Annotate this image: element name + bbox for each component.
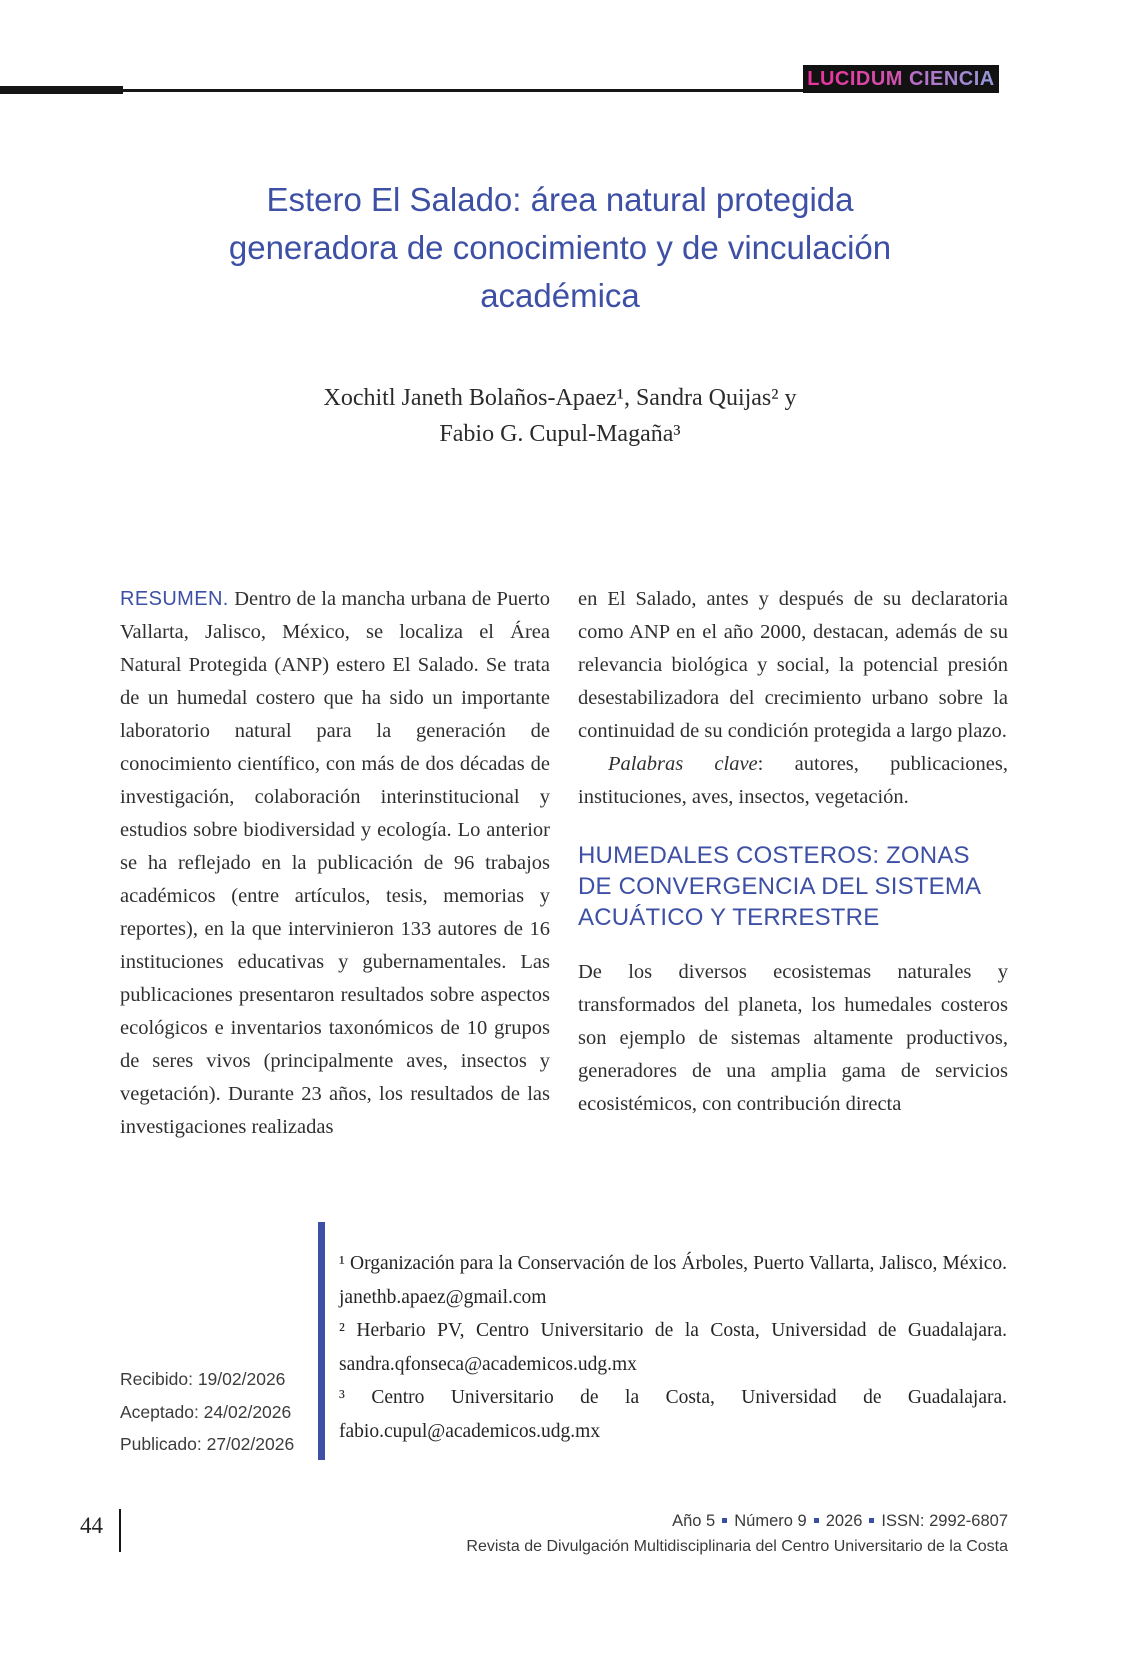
abstract-text-left: Dentro de la mancha urbana de Puerto Vallarta, Jalisco, México, se localiza el Área Natural Protegida (ANP) estero El Salado. Se trata de un humedal costero que ha sido un importante laboratorio natural para la generación de conocimiento científico, con más de dos décadas de investigación, colaboración interinstitucional y estudios sobre biodiversidad y ecología. Lo anterior se ha reflejado en la publicación de 96 trabajos académicos (entre artículos, tesis, memorias y reportes), en la que intervinieron 133 autores de 16 instituciones educativas y gubernamentales. Las publicaciones presentaron resultados sobre aspectos ecológicos e inventarios taxonómicos de 10 grupos de seres vivos (principalmente aves, insectos y vegetación). Durante 23 años, los resultados de las investigaciones realizadas — [120, 588, 551, 1138]
footnote-1-text: Organización para la Conservación de los Árboles, Puerto Vallarta, Jalisco, México. janethb.apaez@gmail.com — [339, 1253, 1007, 1308]
footnote-divider-bar — [318, 1222, 325, 1460]
journal-logo-text — [807, 68, 995, 91]
date-received: Recibido: 19/02/2026 — [120, 1369, 286, 1389]
author-line-2: Fabio G. Cupul-Magaña³ — [439, 421, 681, 447]
footnote-1-marker: ¹ — [339, 1253, 345, 1274]
keywords-text: : autores, publicaciones, instituciones, aves, insectos, vegetación. — [578, 753, 1008, 808]
footnotes-block — [339, 1247, 1007, 1448]
article-title-line-1: Estero El Salado: área natural protegida — [266, 181, 854, 218]
issue-date: 2026 — [825, 1512, 863, 1530]
page-number: 44 — [80, 1513, 103, 1538]
article-title-line-2: generadora de conocimiento y de vinculación — [228, 229, 892, 266]
issue-info-line — [466, 1508, 1008, 1534]
footnote-3-text: Centro Universitario de la Costa, Universidad de Guadalajara. fabio.cupul@academicos.udg.mx — [339, 1387, 1007, 1442]
author-line-1: Xochitl Janeth Bolaños-Apaez¹, Sandra Quijas² y — [323, 385, 797, 411]
footer-info — [466, 1508, 1008, 1560]
section-heading-line-3: ACUÁTICO Y TERRESTRE — [578, 904, 880, 931]
article-title-line-3: académica — [480, 277, 640, 314]
footnote-2 — [339, 1314, 1007, 1381]
square-bullet-icon — [814, 1518, 819, 1523]
issue-issn: ISSN: 2992-6807 — [881, 1512, 1008, 1530]
footnote-1 — [339, 1247, 1007, 1314]
issue-year: Año 5 — [672, 1512, 716, 1530]
section-heading — [578, 840, 1008, 933]
top-rule-thick — [0, 86, 123, 94]
submission-dates — [120, 1363, 294, 1461]
article-title — [110, 176, 1010, 320]
footnote-3 — [339, 1381, 1007, 1448]
section-heading-line-1: HUMEDALES COSTEROS: ZONAS — [578, 842, 970, 869]
author-list — [110, 380, 1010, 452]
date-published: Publicado: 27/02/2026 — [120, 1434, 295, 1454]
abstract-column-right — [578, 583, 1008, 1121]
journal-name-line: Revista de Divulgación Multidisciplinaria del Centro Universitario de la Costa — [466, 1538, 1008, 1555]
journal-logo — [803, 65, 999, 93]
keywords-line — [578, 748, 1008, 814]
logo-word-lucidum: LUCIDUM — [807, 67, 903, 90]
date-accepted: Aceptado: 24/02/2026 — [120, 1401, 292, 1422]
section-heading-line-2: DE CONVERGENCIA DEL SISTEMA — [578, 873, 982, 900]
abstract-label: RESUMEN. — [120, 588, 229, 610]
keywords-label: Palabras clave — [608, 753, 758, 775]
section-body-text: De los diversos ecosistemas naturales y transformados del planeta, los humedales costeros son ejemplo de sistemas altamente productivos, generadores de una amplia gama de servicios ecosistémicos, con contribución directa — [578, 961, 1008, 1115]
abstract-paragraph — [120, 583, 550, 1144]
issue-number: Número 9 — [734, 1512, 807, 1530]
footnote-3-marker: ³ — [339, 1387, 345, 1408]
top-rule-thin — [123, 89, 803, 92]
abstract-column-left — [120, 583, 550, 1144]
square-bullet-icon — [722, 1518, 727, 1523]
logo-word-ciencia: CIENCIA — [909, 67, 995, 90]
footnote-2-marker: ² — [339, 1320, 345, 1341]
abstract-text-right: en El Salado, antes y después de su declaratoria como ANP en el año 2000, destacan, además de su relevancia biológica y social, la potencial presión desestabilizadora del crecimiento urbano sobre la continuidad de su condición protegida a largo plazo. — [578, 588, 1008, 742]
page-number-divider — [119, 1509, 121, 1552]
square-bullet-icon — [869, 1518, 874, 1523]
footnote-2-text: Herbario PV, Centro Universitario de la Costa, Universidad de Guadalajara. sandra.qfonseca@academicos.udg.mx — [339, 1320, 1007, 1375]
